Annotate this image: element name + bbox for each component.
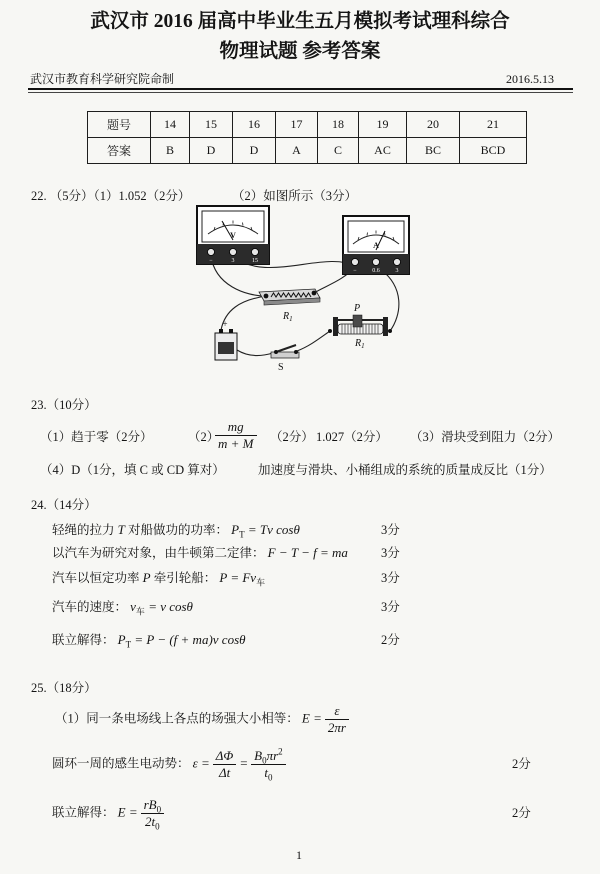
step-text: 以汽车为研究对象，由牛顿第二定律： <box>52 546 265 560</box>
step-text: 联立解得： <box>52 805 115 820</box>
q23-header <box>31 396 97 414</box>
q24-header <box>31 496 97 514</box>
table-row <box>88 112 527 138</box>
formula-subscript: T <box>239 529 245 540</box>
page-number: 1 <box>296 848 302 862</box>
answer-cell: AC <box>359 138 407 164</box>
step-variable: P <box>142 570 151 585</box>
table-row <box>88 138 527 164</box>
terminal-icon <box>252 249 259 256</box>
rheostat-slider <box>353 315 362 327</box>
formula-symbol: P <box>231 522 240 537</box>
answer-cell: A <box>276 138 318 164</box>
terminal-label: 15 <box>252 258 258 264</box>
fraction-denominator: m + M <box>218 436 254 451</box>
step-formula <box>231 522 300 540</box>
step-score: 3分 <box>381 600 400 614</box>
wire <box>221 296 266 330</box>
battery-band <box>218 342 234 354</box>
formula-expression: = v cosθ <box>144 599 193 614</box>
fraction-denominator: Δt <box>218 765 231 780</box>
q23-part-2-fraction <box>212 419 260 452</box>
formula-symbol: v <box>130 599 136 614</box>
answer-table <box>87 111 527 164</box>
terminal-icon <box>352 259 359 266</box>
answer-cell: D <box>233 138 276 164</box>
q25-step <box>52 748 289 781</box>
formula-subscript: 车 <box>256 577 266 588</box>
question-number: 23. <box>31 398 47 412</box>
step-text: 圆环一周的感生电动势： <box>52 756 190 771</box>
q24-step <box>52 598 193 616</box>
terminal-label: 3 <box>231 258 235 264</box>
q23-part-1: （1）趋于零（2分） <box>40 430 153 444</box>
terminal-label: − <box>353 268 357 274</box>
step-formula: F − T − f = ma <box>267 545 348 560</box>
page-title: 武汉市 2016 届高中毕业生五月模拟考试理科综合 <box>90 11 510 32</box>
q23-part-2-label: （2） <box>188 430 220 444</box>
slider-label: P <box>354 303 361 314</box>
terminal-icon <box>264 294 269 299</box>
terminal-label: 3 <box>395 268 399 274</box>
step-score: 2分 <box>381 633 400 647</box>
switch <box>271 345 299 373</box>
q24-step <box>52 521 300 539</box>
ammeter-symbol: A <box>373 241 379 250</box>
step-formula <box>219 570 266 588</box>
terminal-icon <box>312 291 317 296</box>
wire <box>297 331 330 351</box>
formula-expression: P = Fv <box>219 570 257 585</box>
voltmeter-symbol: V <box>230 231 236 240</box>
switch-lever-icon <box>276 345 296 352</box>
formula-subscript: 0 <box>156 804 162 815</box>
formula-symbol: P <box>117 632 126 647</box>
rheostat <box>328 303 392 350</box>
battery-polarity: + <box>222 319 228 329</box>
q22-part-1: （1）1.052（2分） <box>93 189 191 203</box>
question-score: （18分） <box>46 681 97 695</box>
step-score: 2分 <box>512 806 531 820</box>
fraction <box>215 419 257 452</box>
circuit-diagram <box>185 200 415 380</box>
question-score: （10分） <box>46 398 97 412</box>
question-number-cell: 15 <box>190 112 233 138</box>
answer-cell: BC <box>407 138 460 164</box>
row-label-cell: 题号 <box>88 112 151 138</box>
q22-part-2: （2）如图所示（3分） <box>232 189 358 203</box>
terminal-icon <box>230 249 237 256</box>
formula-subscript: 0 <box>155 821 160 832</box>
fraction-denominator <box>251 765 286 781</box>
q25-step <box>52 797 167 830</box>
q23-part-4-note: 加速度与滑块、小桶组成的系统的质量成反比（1分） <box>258 463 552 477</box>
step-text: 对船做功的功率： <box>124 523 229 537</box>
step-score: 2分 <box>512 757 531 771</box>
formula-subscript: 0 <box>267 772 273 783</box>
formula-symbol: B <box>254 748 263 763</box>
battery-post <box>229 329 233 333</box>
step-text: 联立解得： <box>52 633 115 647</box>
question-number-cell: 17 <box>276 112 318 138</box>
formula-symbol: rB <box>143 797 157 812</box>
terminal-icon <box>394 259 401 266</box>
q23-part-2-value: 1.027（2分） <box>316 430 388 444</box>
q25-step <box>55 703 352 736</box>
formula-lhs: E = <box>301 710 322 726</box>
rheostat-label-sub: 1 <box>361 342 365 350</box>
issuer-text: 武汉市教育科学研究院命制 <box>30 72 175 86</box>
fraction <box>213 748 237 781</box>
formula-expression: = P − (f + ma)v cosθ <box>131 632 246 647</box>
question-number-cell: 16 <box>233 112 276 138</box>
fraction-numerator <box>251 748 286 765</box>
q24-step <box>52 569 265 587</box>
question-score: （5分） <box>49 189 94 203</box>
q23-part-3: （3）滑块受到阻力（2分） <box>410 430 561 444</box>
question-number: 22. <box>31 189 47 203</box>
question-number-cell: 20 <box>407 112 460 138</box>
step-score: 3分 <box>381 523 400 537</box>
battery <box>215 319 237 360</box>
terminal-label: 0.6 <box>372 268 380 274</box>
step-formula <box>130 599 193 617</box>
terminal-icon <box>328 329 332 333</box>
step-text: 轻绳的拉力 <box>52 523 118 537</box>
step-text: （1）同一条电场线上各点的场强大小相等： <box>55 711 299 726</box>
formula-superscript: 2 <box>278 746 283 757</box>
header-rule-thin <box>28 92 573 93</box>
page-subtitle: 物理试题 参考答案 <box>219 41 381 62</box>
terminal-icon <box>373 259 380 266</box>
step-score: 3分 <box>381 571 400 585</box>
question-number-cell: 19 <box>359 112 407 138</box>
row-label-cell: 答案 <box>88 138 151 164</box>
terminal-icon <box>294 350 298 354</box>
formula-symbol: πr <box>266 748 279 763</box>
answer-cell: C <box>318 138 359 164</box>
answer-cell: D <box>190 138 233 164</box>
resistor-label-main: R <box>283 311 290 322</box>
question-number-cell: 14 <box>151 112 190 138</box>
formula-subscript: 车 <box>135 606 145 617</box>
question-number: 25. <box>31 681 47 695</box>
question-number-cell: 21 <box>460 112 527 138</box>
question-number: 24. <box>31 498 47 512</box>
q25-header <box>31 679 97 697</box>
formula-symbol: t <box>264 765 268 780</box>
formula-subscript: 0 <box>262 755 267 766</box>
switch-label: S <box>278 362 284 373</box>
wire <box>237 350 273 356</box>
formula-subscript: T <box>125 639 132 650</box>
question-score: （14分） <box>46 498 97 512</box>
resistor-label <box>282 311 293 323</box>
fraction <box>251 748 286 781</box>
rheostat-label <box>354 338 365 350</box>
terminal-label: − <box>209 258 213 264</box>
fraction <box>325 703 349 736</box>
answer-cell: BCD <box>460 138 527 164</box>
rheostat-label-main: R <box>355 338 362 349</box>
formula-lhs: E = <box>117 804 138 820</box>
q23-part-2-score: （2分） <box>270 430 314 444</box>
formula-lhs: ε = <box>192 755 210 771</box>
step-score: 3分 <box>381 546 400 560</box>
fraction-numerator <box>141 797 165 814</box>
step-variable: T <box>117 522 125 537</box>
step-text: 汽车的速度： <box>52 600 128 614</box>
question-number-cell: 18 <box>318 112 359 138</box>
ammeter <box>343 216 409 274</box>
fraction-numerator: mg <box>215 419 257 436</box>
fraction-denominator: 2πr <box>327 720 346 735</box>
q24-step <box>52 631 246 649</box>
resistor-label-sub: 1 <box>289 315 293 323</box>
step-text: 牵引轮船： <box>150 571 217 585</box>
formula-symbol: 2t <box>145 814 156 829</box>
fraction <box>141 797 165 830</box>
fraction-numerator: ΔΦ <box>213 748 237 765</box>
q22-line <box>31 187 190 205</box>
terminal-icon <box>274 350 278 354</box>
formula-equals: = <box>239 755 249 771</box>
resistor <box>259 289 320 323</box>
step-formula <box>117 632 246 650</box>
fraction-denominator <box>141 814 165 830</box>
terminal-icon <box>208 249 215 256</box>
date-text: 2016.5.13 <box>506 72 554 86</box>
header-rule <box>28 88 573 90</box>
formula-expression: = Tv cosθ <box>244 522 300 537</box>
fraction-numerator: ε <box>325 703 349 720</box>
step-text: 汽车以恒定功率 <box>52 571 143 585</box>
q23-part-4: （4）D（1分，填 C 或 CD 算对） <box>40 463 225 477</box>
terminal-icon <box>388 329 392 333</box>
answer-cell: B <box>151 138 190 164</box>
battery-post <box>219 329 223 333</box>
voltmeter <box>197 206 269 264</box>
q24-step <box>52 544 348 562</box>
